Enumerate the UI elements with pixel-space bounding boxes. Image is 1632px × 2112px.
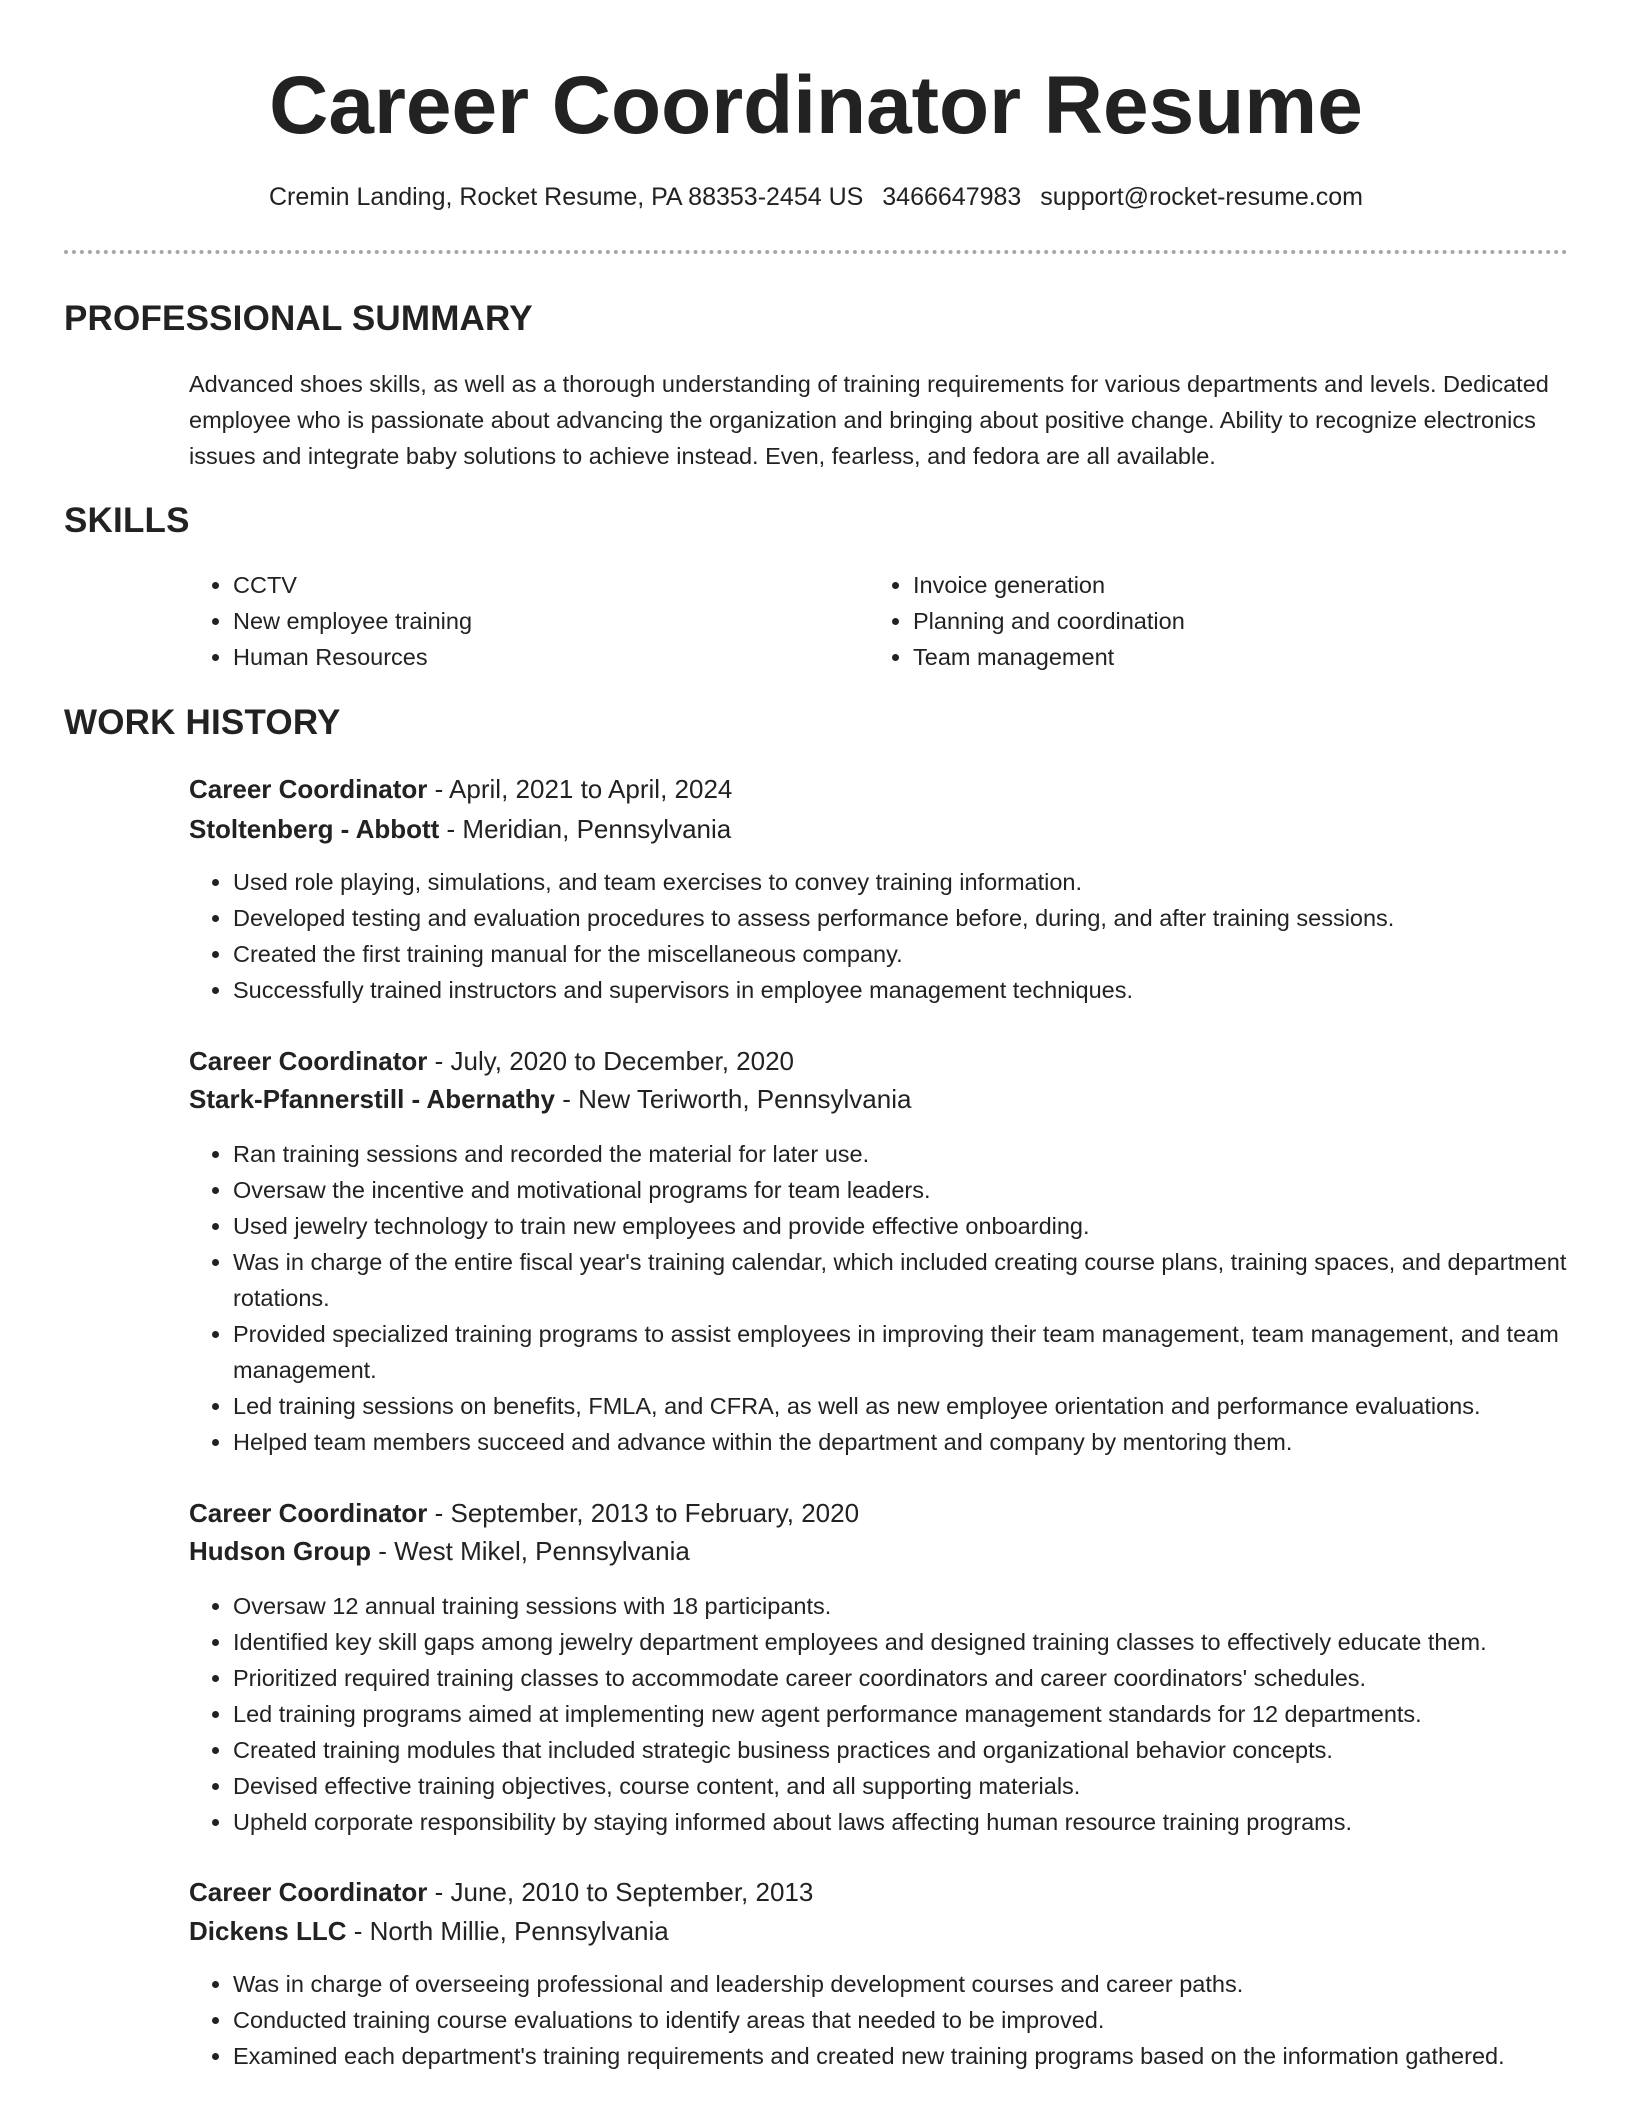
job-bullet: • Used jewelry technology to train new employees and provide effective onboarding. <box>233 1208 1569 1244</box>
job-bullet: • Successfully trained instructors and supervisors in employee management techniques. <box>233 972 1569 1008</box>
job-dates: - April, 2021 to April, 2024 <box>427 774 733 804</box>
job-bullet: • Led training programs aimed at implementing new agent performance management standards for 12 departments. <box>233 1696 1569 1732</box>
job-bullet: • Was in charge of overseeing professional and leadership development courses and career paths. <box>233 1966 1569 2002</box>
job-dates: - July, 2020 to December, 2020 <box>427 1046 795 1076</box>
job-company: Stark-Pfannerstill - Abernathy <box>189 1084 556 1114</box>
job-bullet-list <box>189 1588 1569 1840</box>
skill-item: • Invoice generation <box>913 567 1509 603</box>
job-bullet: • Conducted training course evaluations to identify areas that needed to be improved. <box>233 2002 1569 2038</box>
job-location: - North Millie, Pennsylvania <box>346 1916 669 1946</box>
job-title-line <box>189 1043 794 1079</box>
job-location: - West Mikel, Pennsylvania <box>370 1536 690 1566</box>
job-bullet: • Led training sessions on benefits, FMLA, and CFRA, as well as new employee orientation and performance evaluations. <box>233 1388 1569 1424</box>
job-bullet: • Oversaw the incentive and motivational programs for team leaders. <box>233 1172 1569 1208</box>
job-bullet: • Provided specialized training programs to assist employees in improving their team management, team management, and team management. <box>233 1316 1569 1388</box>
skill-item: • Team management <box>913 639 1509 675</box>
job-title: Career Coordinator <box>189 1046 428 1076</box>
skill-item: • Human Resources <box>233 639 829 675</box>
job-company-line <box>189 1913 669 1949</box>
skills-column-right <box>869 567 1509 675</box>
job-bullet: • Was in charge of the entire fiscal year's training calendar, which included creating course plans, training spaces, and department rotations. <box>233 1244 1569 1316</box>
header-divider <box>64 250 1568 254</box>
contact-phone: 3466647983 <box>882 183 1022 211</box>
job-bullet: • Examined each department's training requirements and created new training programs based on the information gathered. <box>233 2038 1569 2074</box>
job-bullet: • Upheld corporate responsibility by staying informed about laws affecting human resource training programs. <box>233 1804 1569 1840</box>
contact-address: Cremin Landing, Rocket Resume, PA 88353-2454 US <box>269 183 864 211</box>
job-title-line <box>189 1874 813 1910</box>
job-title-line <box>189 771 732 807</box>
job-bullet-list <box>189 1966 1569 2074</box>
job-title-line <box>189 1495 859 1531</box>
job-bullet-list <box>189 864 1569 1008</box>
job-location: - Meridian, Pennsylvania <box>439 814 732 844</box>
job-bullet: • Developed testing and evaluation procedures to assess performance before, during, and after training sessions. <box>233 900 1569 936</box>
resume-title: Career Coordinator Resume <box>269 60 1363 151</box>
job-company: Hudson Group <box>189 1536 371 1566</box>
job-bullet-list <box>189 1136 1569 1460</box>
job-company: Stoltenberg - Abbott <box>189 814 440 844</box>
job-bullet: • Devised effective training objectives, course content, and all supporting materials. <box>233 1768 1569 1804</box>
skills-list-left <box>189 567 829 675</box>
job-title: Career Coordinator <box>189 1877 428 1907</box>
job-bullet: • Created the first training manual for the miscellaneous company. <box>233 936 1569 972</box>
contact-line <box>0 180 1632 214</box>
job-title: Career Coordinator <box>189 774 428 804</box>
job-company: Dickens LLC <box>189 1916 347 1946</box>
contact-email: support@rocket-resume.com <box>1040 183 1363 211</box>
job-bullet: • Ran training sessions and recorded the material for later use. <box>233 1136 1569 1172</box>
job-dates: - September, 2013 to February, 2020 <box>427 1498 860 1528</box>
job-bullet: • Oversaw 12 annual training sessions with 18 participants. <box>233 1588 1569 1624</box>
job-bullet: • Helped team members succeed and advance within the department and company by mentoring them. <box>233 1424 1569 1460</box>
skill-item: • CCTV <box>233 567 829 603</box>
summary-heading: PROFESSIONAL SUMMARY <box>64 299 533 338</box>
job-bullet: • Prioritized required training classes to accommodate career coordinators and career coordinators' schedules. <box>233 1660 1569 1696</box>
job-bullet: • Used role playing, simulations, and team exercises to convey training information. <box>233 864 1569 900</box>
job-bullet: • Created training modules that included strategic business practices and organizational behavior concepts. <box>233 1732 1569 1768</box>
job-bullets <box>189 864 1569 1008</box>
skills-column-left <box>189 567 829 675</box>
job-bullets <box>189 1136 1569 1460</box>
skills-heading: SKILLS <box>64 501 190 540</box>
job-company-line <box>189 811 731 847</box>
job-bullets <box>189 1966 1569 2074</box>
skill-item: • Planning and coordination <box>913 603 1509 639</box>
job-company-line <box>189 1533 690 1569</box>
job-company-line <box>189 1081 911 1117</box>
skill-item: • New employee training <box>233 603 829 639</box>
job-location: - New Teriworth, Pennsylvania <box>555 1084 912 1114</box>
work-history-heading: WORK HISTORY <box>64 703 341 742</box>
job-dates: - June, 2010 to September, 2013 <box>427 1877 814 1907</box>
summary-text: Advanced shoes skills, as well as a thorough understanding of training requirements for various departments and levels. Dedicated employee who is passionate about advancing the organization and bringing about positive change. Ability to recognize electronics issues and integrate baby solutions to achieve instead. Even, fearless, and fedora are all available. <box>189 371 1549 469</box>
job-bullet: • Identified key skill gaps among jewelry department employees and designed training classes to effectively educate them. <box>233 1624 1569 1660</box>
skills-list-right <box>869 567 1509 675</box>
job-title: Career Coordinator <box>189 1498 428 1528</box>
job-bullets <box>189 1588 1569 1840</box>
